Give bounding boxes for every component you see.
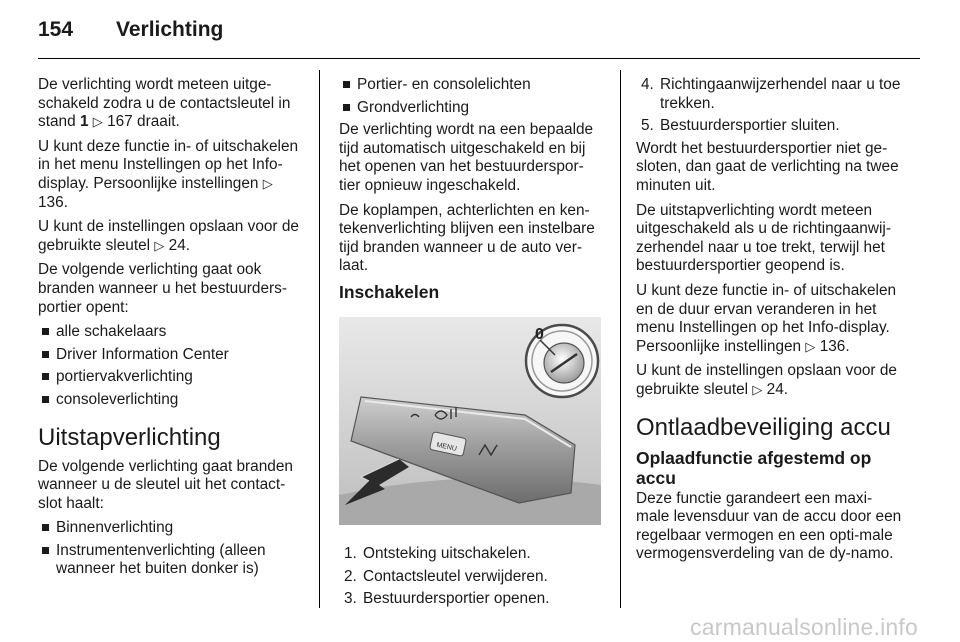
bullet-icon xyxy=(343,104,350,111)
paragraph-door-open: De volgende verlichting gaat ook branden wanneer u het bestuurders-portier opent: xyxy=(38,261,287,316)
page-ref[interactable]: 24 xyxy=(766,380,784,398)
page-number: 154 xyxy=(38,18,74,41)
list-item: portiervakverlichting xyxy=(38,368,306,387)
column-2 xyxy=(339,76,605,613)
page-ref-arrow-icon: ▷ xyxy=(805,338,816,354)
page-ref[interactable]: 136 xyxy=(819,337,846,355)
heading-battery-protection: Ontlaadbeveiliging accu xyxy=(636,413,891,441)
steps-list-1 xyxy=(339,545,605,609)
bullet-icon xyxy=(42,524,49,531)
paragraph-save-settings-2: U kunt de instellingen opslaan voor de gebruikte sleutel ▷ 24. xyxy=(636,362,897,398)
paragraph-settings: U kunt deze functie in- of uitschakelen in het menu Instellingen op het Info-display. Persoonlijke instellingen ▷ 136. xyxy=(38,137,299,211)
paragraph-save-settings: U kunt de instellingen opslaan voor de gebruikte sleutel ▷ 24. xyxy=(38,218,299,254)
bullet-icon xyxy=(42,396,49,403)
paragraph-switch-off: De verlichting wordt meteen uitge-schakeld zodra u de contactsleutel in stand 1 ▷ 167 draait. xyxy=(38,76,291,131)
paragraph-battery-life: Deze functie garandeert een maxi-male levensduur van de accu door een regelbaar vermogen en een opti-male vermogensverdeling van de dy-namo. xyxy=(636,489,902,563)
lighting-list-2 xyxy=(38,519,306,579)
list-item: 5. Bestuurdersportier sluiten. xyxy=(641,117,840,135)
paragraph-headlamps: De koplampen, achterlichten en ken-tekenverlichting blijven een instelbare tijd branden wanneer u de auto ver-laat. xyxy=(339,201,595,275)
lighting-list-1 xyxy=(38,323,306,409)
bullet-icon xyxy=(42,351,49,358)
list-item: Portier- en consolelichten xyxy=(339,76,605,95)
list-item: Instrumentenverlichting (alleen wanneer het buiten donker is) xyxy=(38,542,306,579)
list-item: 3. Bestuurdersportier openen. xyxy=(344,590,550,608)
page-header xyxy=(38,18,223,48)
paragraph-door-not-closed: Wordt het bestuurdersportier niet ge-sloten, dan gaat de verlichting na twee minuten uit. xyxy=(636,139,899,194)
switch-position-label: 0 xyxy=(535,325,544,343)
watermark: carmanualsonline.info xyxy=(690,614,918,640)
list-item: consoleverlichting xyxy=(38,391,306,410)
list-item: 1. Ontsteking uitschakelen. xyxy=(344,544,531,562)
bullet-icon xyxy=(42,547,49,554)
bullet-icon xyxy=(42,328,49,335)
lighting-list-3 xyxy=(339,76,605,117)
section-title: Verlichting xyxy=(116,18,224,41)
bullet-icon xyxy=(343,81,350,88)
page-ref-arrow-icon: ▷ xyxy=(154,237,165,253)
paragraph-settings-duration: U kunt deze functie in- of uitschakelen en de duur ervan veranderen in het menu Instellingen op het Info-display. Persoonlijke instellingen ▷ 136. xyxy=(636,281,897,355)
heading-charging-function: Oplaadfunctie afgestemd op accu xyxy=(636,447,872,488)
list-item: Driver Information Center xyxy=(38,346,306,365)
list-item: 4. Richtingaanwijzerhendel naar u toe trekken. xyxy=(641,76,901,112)
bullet-icon xyxy=(42,373,49,380)
stalk-illustration xyxy=(339,317,601,525)
paragraph-exit-lighting-off: De uitstapverlichting wordt meteen uitgeschakeld als u de richtingaanwij-zerhendel naar u toe trekt, terwijl het bestuurdersportier geopend is. xyxy=(636,201,891,275)
column-divider-1 xyxy=(319,70,320,608)
menu-button-label: MENU xyxy=(435,441,458,453)
page-ref-arrow-icon: ▷ xyxy=(752,381,763,397)
paragraph-key-removed: De volgende verlichting gaat branden wanneer u de sleutel uit het contact-slot haalt: xyxy=(38,457,293,512)
switch-position: 1 xyxy=(79,113,89,131)
header-rule xyxy=(38,58,920,59)
page-ref-arrow-icon: ▷ xyxy=(262,175,273,191)
page-ref-arrow-icon: ▷ xyxy=(92,114,103,130)
list-item: Binnenverlichting xyxy=(38,519,306,538)
list-item: 2. Contactsleutel verwijderen. xyxy=(344,567,548,585)
steps-list-2 xyxy=(636,76,904,136)
list-item: Grondverlichting xyxy=(339,99,605,118)
page-ref[interactable]: 167 xyxy=(107,113,133,131)
stalk-illustration-svg xyxy=(339,317,601,525)
column-divider-2 xyxy=(620,70,621,608)
column-3 xyxy=(636,76,904,570)
paragraph-auto-off: De verlichting wordt na een bepaalde tijd automatisch uitgeschakeld en bij het openen van het bestuurderspor-tier opnieuw ingeschakeld. xyxy=(339,121,594,194)
heading-exit-lighting: Uitstapverlichting xyxy=(38,423,221,451)
page-ref[interactable]: 24 xyxy=(168,236,186,254)
list-item: alle schakelaars xyxy=(38,323,306,342)
page-ref[interactable]: 136 xyxy=(38,193,64,211)
column-1 xyxy=(38,76,306,583)
heading-switch-on: Inschakelen xyxy=(339,281,440,302)
